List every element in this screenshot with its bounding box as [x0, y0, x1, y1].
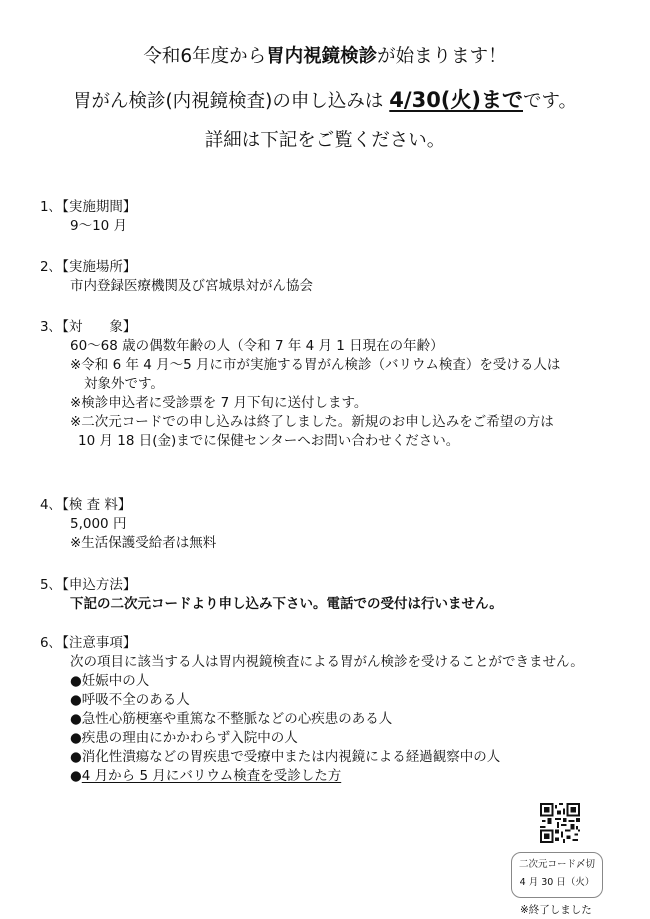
- section-title: 2､【実施場所】: [40, 259, 137, 275]
- qr-deadline-box: [511, 852, 603, 898]
- headline-post: が始まります！: [377, 46, 507, 67]
- section-title: 3､【対 象】: [40, 319, 137, 335]
- section-body: 9～10 月: [70, 218, 128, 234]
- section-body: 市内登録医療機関及び宮城県対がん協会: [70, 278, 313, 294]
- section-title: 4､【検 査 料】: [40, 497, 132, 513]
- list-item: ●疾患の理由にかかわらず入院中の人: [70, 730, 298, 746]
- section-target: [40, 318, 560, 451]
- headline: [0, 42, 650, 68]
- qr-ended-note: ※終了しました: [520, 904, 592, 916]
- section-title: 6､【注意事項】: [40, 635, 137, 651]
- qr-code-image[interactable]: [540, 803, 580, 843]
- section-title: 1､【実施期間】: [40, 199, 137, 215]
- list-item: [40, 767, 630, 786]
- headline-emphasis: 胃内視鏡検診: [266, 46, 378, 67]
- list-item: ●呼吸不全のある人: [70, 692, 190, 708]
- bullet: ●: [70, 768, 82, 784]
- section-fee: [40, 496, 216, 553]
- note-line: ※検診申込者に受診票を 7 月下旬に送付します。: [70, 395, 368, 411]
- note-line: ※令和 6 年 4 月～5 月に市が実施する胃がん検診（バリウム検査）を受ける人は: [70, 357, 561, 373]
- list-item-underlined: 4 月から 5 月にバリウム検査を受診した方: [81, 768, 342, 784]
- section-title: 5､【申込方法】: [40, 577, 137, 593]
- list-item: ●急性心筋梗塞や重篤な不整脈などの心疾患のある人: [70, 711, 393, 727]
- qr-deadline-label: 二次元コード〆切: [518, 859, 595, 870]
- details-line: 詳細は下記をご覧ください。: [204, 130, 446, 151]
- note-line: ※二次元コードでの申し込みは終了しました。新規のお申し込みをご希望の方は: [70, 414, 554, 430]
- headline-pre: 令和6年度から: [143, 46, 267, 67]
- section-period: [40, 198, 136, 236]
- subheadline: [0, 84, 650, 114]
- subheadline-pre: 胃がん検診(内視鏡検査)の申し込みは: [72, 91, 390, 112]
- section-body: 下記の二次元コードより申し込み下さい。電話での受付は行いません。: [70, 596, 503, 612]
- deadline-date: 4/30(火)まで: [389, 88, 523, 112]
- section-body: 60～68 歳の偶数年齢の人（令和 7 年 4 月 1 日現在の年齢）: [70, 338, 444, 354]
- section-apply: [40, 576, 503, 614]
- fee-amount: 5,000 円: [70, 516, 127, 532]
- note-line: ※生活保護受給者は無料: [70, 535, 217, 551]
- section-notes: [40, 634, 630, 786]
- section-body: 次の項目に該当する人は胃内視鏡検査による胃がん検診を受けることができません。: [70, 654, 584, 670]
- note-line: 対象外です。: [84, 376, 164, 392]
- subheadline-post: です。: [523, 91, 578, 112]
- section-place: [40, 258, 313, 296]
- list-item: ●妊娠中の人: [70, 673, 150, 689]
- list-item: ●消化性潰瘍などの胃疾患で受療中または内視鏡による経過観察中の人: [70, 749, 501, 765]
- qr-deadline-date: 4 月 30 日（火）: [519, 877, 595, 888]
- note-line: 10 月 18 日(金)までに保健センターへお問い合わせください。: [78, 433, 460, 449]
